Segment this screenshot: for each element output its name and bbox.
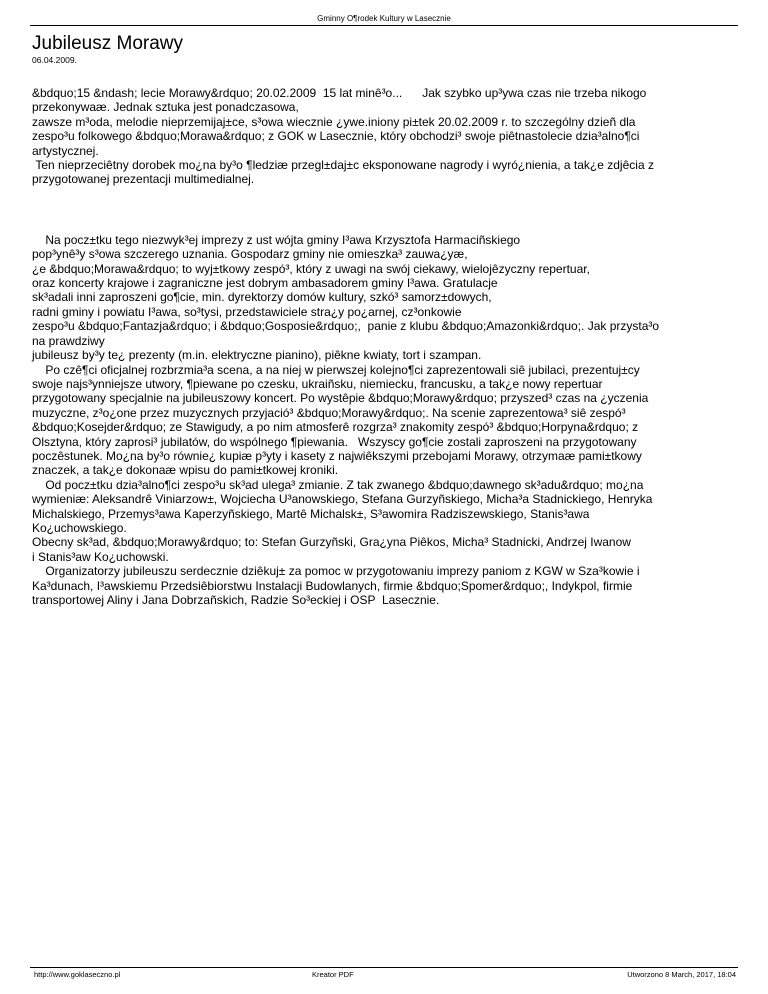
page-footer — [30, 967, 738, 980]
paragraph: Na pocz±tku tego niezwyk³ej imprezy z ust wójta gminy I³awa Krzysztofa Harmaciñskiego pop³ynê³y s³owa szczerego uznania. Gospodarz gminy nie omieszka³ zauwa¿yæ, ¿e &bdquo;Morawa&rdquo; to wyj±tkowy zespó³, który z uwagi na swój ciekawy, wielojêzyczny repertuar, oraz koncerty krajowe i zagraniczne jest dobrym ambasadorem gminy I³awa. Gratulacje sk³adali inni zaproszeni go¶cie, min. dyrektorzy domów kultury, szkó³ samorz±dowych, radni gminy i powiatu I³awa, so³tysi, przedstawiciele stra¿y po¿arnej, cz³onkowie zespo³u &bdquo;Fantazja&rdquo; i &bdquo;Gosposie&rdquo;, panie z klubu &bdquo;Amazonki&rdquo;. Jak przysta³o na prawdziwy jubileusz by³y te¿ prezenty (m.in. elektryczne pianino), piêkne kwiaty, tort i szampan. — [32, 232, 660, 363]
page-header — [30, 14, 738, 26]
paragraph: Od pocz±tku dzia³alno¶ci zespo³u sk³ad ulega³ zmianie. Z tak zwanego &bdquo;dawnego sk³adu&rdquo; mo¿na wymieniæ: Aleksandrê Viniarzow±, Wojciecha U³anowskiego, Stefana Gurzyñskiego, Micha³a Stadnickiego, Henryka Michalskiego, Przemys³awa Kaperzyñskiego, Martê Michalsk±, S³awomira Radziszewskiego, Stanis³awa Ko¿uchowskiego. — [32, 477, 653, 535]
paragraph: Organizatorzy jubileuszu serdecznie dziêkuj± za pomoc w przygotowaniu imprezy paniom z KGW w Sza³kowie i Ka³dunach, I³awskiemu Przedsiêbiorstwu Instalacji Budowlanych, firmie &bdquo;Spomer&rdquo;, Indykpol, firmie transportowej Aliny i Jana Dobrzañskich, Radzie So³eckiej i OSP Lasecznie. — [32, 564, 640, 607]
paragraph: Obecny sk³ad, &bdquo;Morawy&rdquo; to: Stefan Gurzyñski, Gra¿yna Piêkos, Micha³ Stadnicki, Andrzej Iwanow i Stanis³aw Ko¿uchowski. — [32, 535, 631, 564]
article-body — [32, 86, 738, 607]
footer-generator: Kreator PDF — [312, 970, 354, 979]
footer-url-link[interactable]: http://www.goklaseczno.pl — [34, 970, 121, 979]
paragraph: &bdquo;15 &ndash; lecie Morawy&rdquo; 20.02.2009 15 lat minê³o... Jak szybko up³ywa czas nie trzeba nikogo przekonywaæ. Jednak sztuka jest ponadczasowa, zawsze m³oda, melodie nieprzemijaj±ce, s³owa wiecznie ¿ywe.iniony pi±tek 20.02.2009 r. to szczególny dzieñ dla zespo³u folkowego &bdquo;Morawa&rdquo; z GOK w Lasecznie, który obchodzi³ swoje piêtnastolecie dzia³alno¶ci artystycznej. — [32, 86, 647, 158]
site-name: Gminny O¶rodek Kultury w Lasecznie — [317, 14, 451, 23]
article-title: Jubileusz Morawy — [32, 33, 183, 54]
footer-created-date: Utworzono 8 March, 2017, 18:04 — [627, 970, 736, 979]
article-date: 06.04.2009. — [32, 55, 77, 65]
paragraph: Ten nieprzeciêtny dorobek mo¿na by³o ¶ledziæ przegl±daj±c eksponowane nagrody i wyró¿nienia, a tak¿e zdjêcia z przygotowanej prezentacji multimedialnej. — [32, 158, 654, 187]
spacer — [32, 187, 738, 233]
paragraph: Po czê¶ci oficjalnej rozbrzmia³a scena, a na niej w pierwszej kolejno¶ci zaprezentowali siê jubilaci, prezentuj±cy swoje najs³ynniejsze utwory, ¶piewane po czesku, ukraiñsku, niemiecku, francusku, a tak¿e nowy repertuar przygotowany specjalnie na jubileuszowy koncert. Po wystêpie &bdquo;Morawy&rdquo; przyszed³ czas na ¿yczenia muzyczne, z³o¿one przez muzycznych przyjació³ &bdquo;Morawy&rdquo;. Na scenie zaprezentowa³ siê zespó³ &bdquo;Kosejder&rdquo; ze Stawigudy, a po nim atmosferê rozgrza³ znakomity zespó³ &bdquo;Horpyna&rdquo; z Olsztyna, który zaprosi³ jubilatów, do wspólnego ¶piewania. Wszyscy go¶cie zostali zaproszeni na przygotowany poczêstunek. Mo¿na by³o równie¿ kupiæ p³yty i kasety z najwiêkszymi przebojami Morawy, otrzymaæ pami±tkowy znaczek, a tak¿e dokonaæ wpisu do pami±tkowej kroniki. — [32, 362, 649, 478]
